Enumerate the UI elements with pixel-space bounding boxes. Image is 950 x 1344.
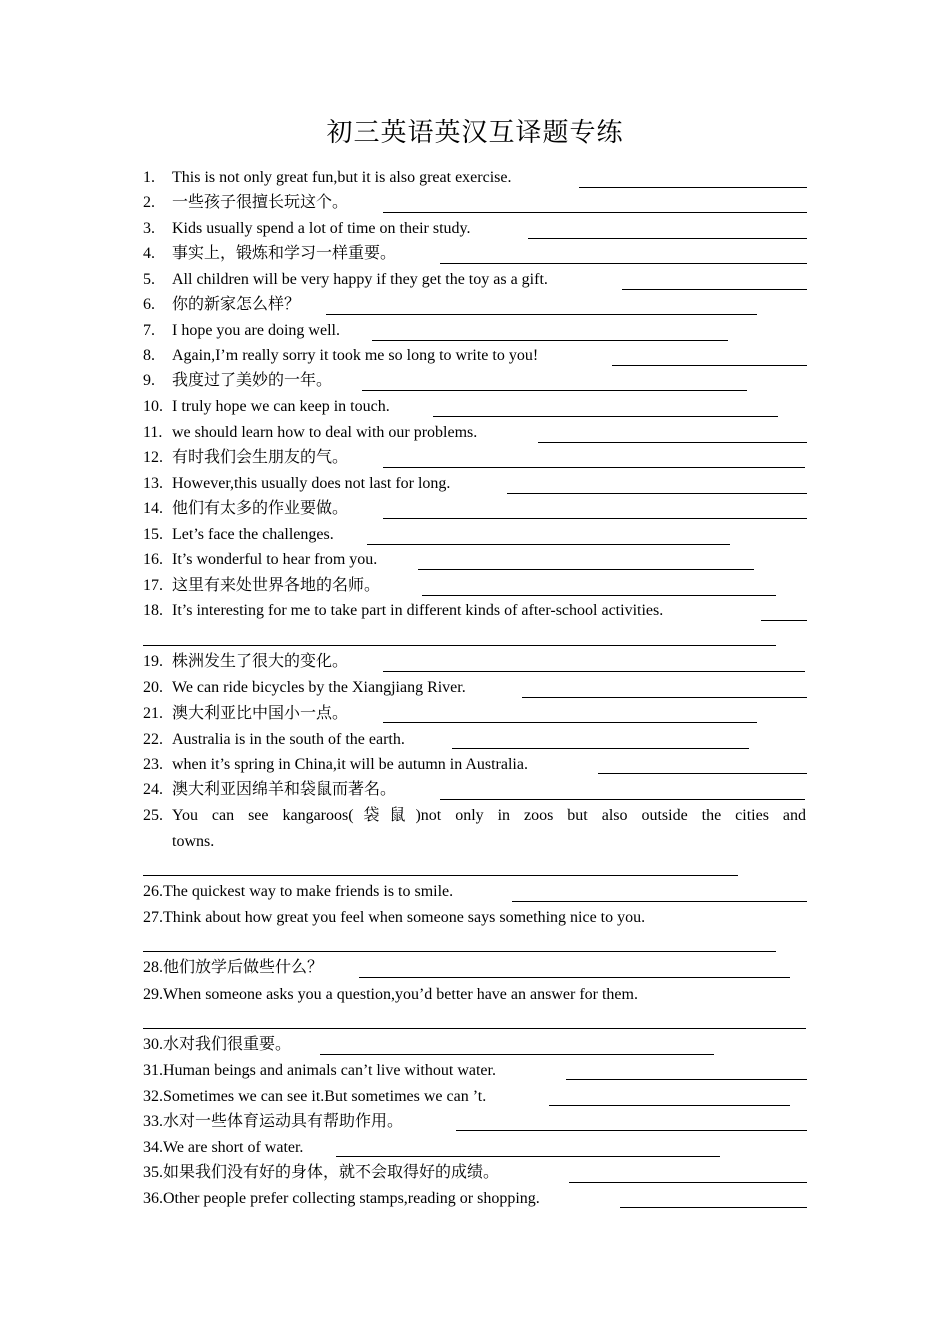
answer-blank[interactable] (456, 1130, 807, 1131)
item-number: 26. (143, 883, 163, 900)
list-item (143, 984, 638, 1006)
list-item (143, 703, 348, 725)
list-item (143, 881, 453, 903)
item-number: 6. (143, 296, 155, 313)
item-number: 12. (143, 449, 163, 466)
item-number: 30. (143, 1036, 163, 1053)
item-number: 17. (143, 577, 163, 594)
item-text: Other people prefer collecting stamps,reading or shopping. (163, 1190, 540, 1207)
item-text: Think about how great you feel when someone says something nice to you. (163, 909, 646, 926)
item-number: 8. (143, 347, 155, 364)
item-text: Australia is in the south of the earth. (172, 731, 405, 748)
answer-blank[interactable] (383, 722, 757, 723)
item-text: 澳大利亚比中国小一点。 (172, 705, 349, 722)
list-item (143, 218, 470, 240)
list-item (143, 651, 348, 673)
list-item (143, 447, 348, 469)
list-item (143, 345, 538, 367)
answer-blank[interactable] (538, 442, 807, 443)
item-number: 9. (143, 372, 155, 389)
answer-blank[interactable] (620, 1207, 807, 1208)
list-item (143, 779, 396, 801)
list-item (143, 549, 377, 571)
item-number: 25. (143, 807, 163, 824)
answer-blank[interactable] (566, 1079, 807, 1080)
answer-blank[interactable] (143, 1028, 806, 1029)
item-number: 14. (143, 500, 163, 517)
list-item (143, 575, 380, 597)
item-number: 33. (143, 1113, 163, 1130)
item-number: 34. (143, 1139, 163, 1156)
item-text: 一些孩子很擅长玩这个。 (172, 194, 349, 211)
answer-blank[interactable] (383, 467, 805, 468)
list-item (143, 473, 450, 495)
item-number: 21. (143, 705, 163, 722)
list-item (143, 957, 323, 979)
item-text: 我度过了美妙的一年。 (172, 372, 333, 389)
item-text: We are short of water. (163, 1139, 304, 1156)
item-number: 18. (143, 602, 163, 619)
list-item (143, 370, 332, 392)
answer-blank[interactable] (143, 645, 776, 646)
answer-blank[interactable] (440, 799, 805, 800)
page-title: 初三英语英汉互译题专练 (326, 118, 624, 148)
item-number: 36. (143, 1190, 163, 1207)
answer-blank[interactable] (579, 187, 807, 188)
list-item (143, 294, 300, 316)
item-number: 32. (143, 1088, 163, 1105)
answer-blank[interactable] (383, 212, 807, 213)
item-text: we should learn how to deal with our problems. (172, 424, 478, 441)
item-number: 31. (143, 1062, 163, 1079)
answer-blank[interactable] (422, 595, 776, 596)
item-number: 19. (143, 653, 163, 670)
item-text: 你的新家怎么样？ (172, 296, 301, 313)
item-text: I hope you are doing well. (172, 322, 340, 339)
item-text: I truly hope we can keep in touch. (172, 398, 390, 415)
answer-blank[interactable] (528, 238, 807, 239)
item-number: 28. (143, 959, 163, 976)
item-text: 水对一些体育运动具有帮助作用。 (163, 1113, 404, 1130)
item-number: 7. (143, 322, 155, 339)
item-number: 29. (143, 986, 163, 1003)
item-number: 10. (143, 398, 163, 415)
list-item (143, 498, 348, 520)
answer-blank[interactable] (336, 1156, 720, 1157)
item-text-continued: towns. (172, 833, 215, 850)
item-text: 他们放学后做些什么？ (163, 959, 324, 976)
item-text: This is not only great fun,but it is also great exercise. (172, 169, 512, 186)
answer-blank[interactable] (622, 289, 807, 290)
list-item (143, 167, 511, 189)
list-item (143, 1086, 486, 1108)
item-text: 他们有太多的作业要做。 (172, 500, 349, 517)
item-text: 有时我们会生朋友的气。 (172, 449, 349, 466)
item-text: 如果我们没有好的身体，就不会取得好的成绩。 (163, 1164, 500, 1181)
list-item (143, 269, 548, 291)
item-text: All children will be very happy if they get the toy as a gift. (172, 271, 548, 288)
item-number: 35. (143, 1164, 163, 1181)
item-text: 澳大利亚因绵羊和袋鼠而著名。 (172, 781, 397, 798)
item-text: Let’s face the challenges. (172, 526, 334, 543)
answer-blank[interactable] (507, 493, 807, 494)
item-text: Kids usually spend a lot of time on their study. (172, 220, 471, 237)
answer-blank[interactable] (383, 671, 805, 672)
answer-blank[interactable] (143, 951, 776, 952)
item-text: 事实上，锻炼和学习一样重要。 (172, 245, 397, 262)
list-item (143, 754, 528, 776)
list-item (143, 320, 340, 342)
answer-blank[interactable] (549, 1105, 790, 1106)
item-number: 24. (143, 781, 163, 798)
answer-blank[interactable] (612, 365, 807, 366)
item-text: However,this usually does not last for long. (172, 475, 451, 492)
item-number: 13. (143, 475, 163, 492)
item-text: The quickest way to make friends is to smile. (163, 883, 454, 900)
item-number: 1. (143, 169, 155, 186)
item-number: 4. (143, 245, 155, 262)
answer-blank[interactable] (522, 697, 807, 698)
answer-blank[interactable] (512, 901, 807, 902)
item-text: It’s interesting for me to take part in different kinds of after-school activities. (172, 602, 664, 619)
list-item (143, 729, 405, 751)
list-item (143, 677, 466, 699)
item-text: Human beings and animals can’t live without water. (163, 1062, 496, 1079)
list-item (143, 243, 396, 265)
answer-blank[interactable] (383, 518, 807, 519)
answer-blank[interactable] (372, 340, 728, 341)
answer-blank[interactable] (362, 390, 747, 391)
list-item (143, 192, 348, 214)
item-number: 16. (143, 551, 163, 568)
list-item (143, 805, 806, 827)
list-item (143, 1034, 291, 1056)
list-item (143, 524, 334, 546)
answer-blank[interactable] (326, 314, 757, 315)
answer-blank[interactable] (359, 977, 790, 978)
item-number: 20. (143, 679, 163, 696)
item-number: 23. (143, 756, 163, 773)
list-item (143, 396, 390, 418)
item-number: 15. (143, 526, 163, 543)
list-item (143, 1137, 303, 1159)
item-number: 5. (143, 271, 155, 288)
answer-blank[interactable] (452, 748, 749, 749)
item-text: We can ride bicycles by the Xiangjiang River. (172, 679, 466, 696)
item-number: 11. (143, 424, 163, 441)
answer-blank[interactable] (440, 263, 807, 264)
answer-blank[interactable] (569, 1182, 807, 1183)
item-number: 3. (143, 220, 155, 237)
answer-blank[interactable] (320, 1054, 714, 1055)
item-text: You can see kangaroos(袋鼠)not only in zoos but also outside the cities and (172, 807, 806, 824)
list-item (143, 600, 663, 622)
list-item (143, 1188, 540, 1210)
item-number: 2. (143, 194, 155, 211)
item-text: When someone asks you a question,you’d better have an answer for them. (163, 986, 638, 1003)
item-text: It’s wonderful to hear from you. (172, 551, 378, 568)
list-item (143, 907, 645, 929)
item-number: 27. (143, 909, 163, 926)
answer-blank[interactable] (143, 875, 738, 876)
list-item (143, 1060, 496, 1082)
item-text: 株洲发生了很大的变化。 (172, 653, 349, 670)
list-item (143, 1162, 499, 1184)
item-text: 这里有来处世界各地的名师。 (172, 577, 381, 594)
answer-blank[interactable] (433, 416, 778, 417)
list-item (143, 1111, 403, 1133)
answer-blank[interactable] (598, 773, 807, 774)
item-text: when it’s spring in China,it will be autumn in Australia. (172, 756, 528, 773)
item-text: Again,I’m really sorry it took me so long to write to you! (172, 347, 539, 364)
item-text: Sometimes we can see it.But sometimes we can ’t. (163, 1088, 487, 1105)
list-item (143, 422, 477, 444)
item-text: 水对我们很重要。 (163, 1036, 292, 1053)
answer-blank[interactable] (761, 620, 807, 621)
item-number: 22. (143, 731, 163, 748)
answer-blank[interactable] (418, 569, 754, 570)
answer-blank[interactable] (367, 544, 730, 545)
